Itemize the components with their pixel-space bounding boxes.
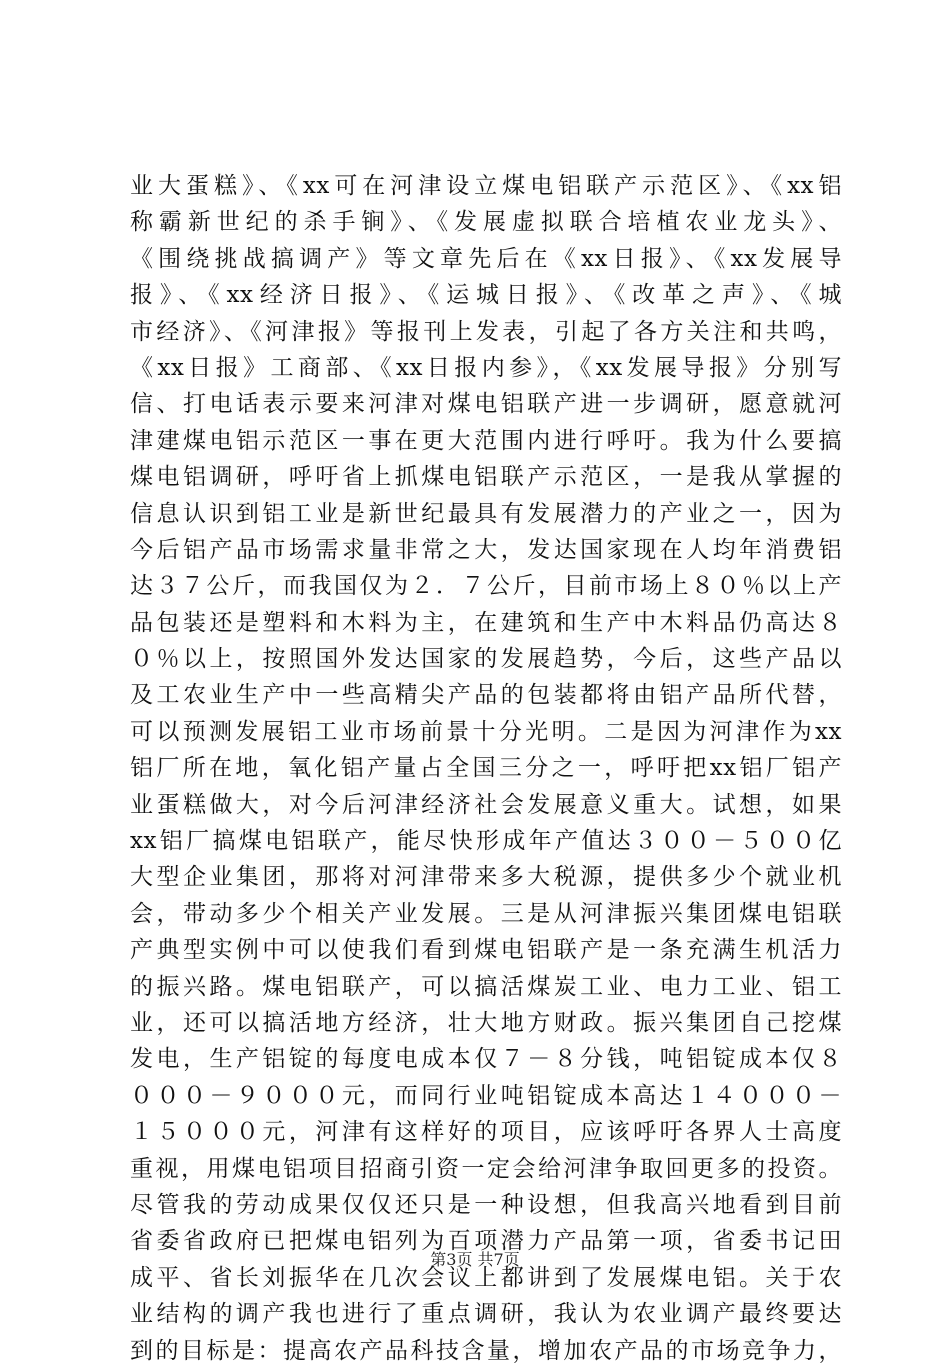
text-line: 尽管我的劳动成果仅仅还只是一种设想，但我高兴地看到目前 bbox=[130, 1191, 842, 1218]
text-line: 《围绕挑战搞调产》等文章先后在《xx日报》、《xx发展导 bbox=[130, 245, 842, 272]
text-line: 品包装还是塑料和木料为主，在建筑和生产中木料品仍高达８ bbox=[130, 609, 842, 636]
text-line: 业蛋糕做大，对今后河津经济社会发展意义重大。试想，如果 bbox=[130, 791, 842, 818]
text-line: 到的目标是：提高农产品科技含量，增加农产品的市场竞争力， bbox=[130, 1337, 842, 1364]
text-line: 津建煤电铝示范区一事在更大范围内进行呼吁。我为什么要搞 bbox=[130, 427, 842, 454]
text-line: 业大蛋糕》、《xx可在河津设立煤电铝联产示范区》、《xx铝 bbox=[130, 173, 842, 199]
text-line: 发电，生产铝锭的每度电成本仅７－８分钱，吨铝锭成本仅８ bbox=[130, 1046, 842, 1073]
text-line: 市经济》、《河津报》等报刊上发表，引起了各方关注和共鸣， bbox=[130, 318, 842, 345]
text-line: 《xx日报》工商部、《xx日报内参》，《xx发展导报》分别写 bbox=[130, 354, 842, 381]
text-line: 产典型实例中可以使我们看到煤电铝联产是一条充满生机活力 bbox=[130, 937, 842, 964]
text-line: 今后铝产品市场需求量非常之大，发达国家现在人均年消费铝 bbox=[130, 536, 842, 563]
text-line: 煤电铝调研，呼吁省上抓煤电铝联产示范区，一是我从掌握的 bbox=[130, 464, 842, 491]
text-line: xx铝厂搞煤电铝联产，能尽快形成年产值达３００－５００亿 bbox=[130, 828, 842, 855]
text-line: 重视，用煤电铝项目招商引资一定会给河津争取回更多的投资。 bbox=[130, 1155, 842, 1182]
text-line: 会，带动多少个相关产业发展。三是从河津振兴集团煤电铝联 bbox=[130, 900, 842, 927]
text-line: 铝厂所在地，氧化铝产量占全国三分之一，呼吁把xx铝厂铝产 bbox=[130, 755, 842, 782]
text-line: 大型企业集团，那将对河津带来多大税源，提供多少个就业机 bbox=[130, 864, 842, 891]
text-line: 的振兴路。煤电铝联产，可以搞活煤炭工业、电力工业、铝工 bbox=[130, 973, 842, 1000]
text-line: 省委省政府已把煤电铝列为百项潜力产品第一项，省委书记田 bbox=[130, 1228, 842, 1255]
text-line: 称霸新世纪的杀手锏》、《发展虚拟联合培植农业龙头》、 bbox=[130, 209, 842, 236]
text-line: 信、打电话表示要来河津对煤电铝联产进一步调研，愿意就河 bbox=[130, 391, 842, 418]
text-line: １５０００元，河津有这样好的项目，应该呼吁各界人士高度 bbox=[130, 1119, 842, 1146]
page-number: 第3页 共7页 bbox=[430, 1250, 520, 1269]
text-line: 业，还可以搞活地方经济，壮大地方财政。振兴集团自己挖煤 bbox=[130, 1009, 842, 1036]
text-line: 及工农业生产中一些高精尖产品的包装都将由铝产品所代替， bbox=[130, 682, 842, 709]
text-line: 业结构的调产我也进行了重点调研，我认为农业调产最终要达 bbox=[130, 1301, 842, 1328]
text-line: 可以预测发展铝工业市场前景十分光明。二是因为河津作为xx bbox=[130, 718, 842, 745]
text-line: 报》、《xx经济日报》、《运城日报》、《改革之声》、《城 bbox=[130, 282, 842, 309]
body-text bbox=[130, 168, 842, 1369]
text-line: ０％以上，按照国外发达国家的发展趋势，今后，这些产品以 bbox=[130, 646, 842, 673]
text-line: 成平、省长刘振华在几次会议上都讲到了发展煤电铝。关于农 bbox=[130, 1264, 842, 1291]
text-line: 信息认识到铝工业是新世纪最具有发展潜力的产业之一，因为 bbox=[130, 500, 842, 527]
text-line: 达３７公斤，而我国仅为２．７公斤，目前市场上８０％以上产 bbox=[130, 573, 842, 600]
text-line: ０００－９０００元，而同行业吨铝锭成本高达１４０００－ bbox=[130, 1082, 842, 1109]
